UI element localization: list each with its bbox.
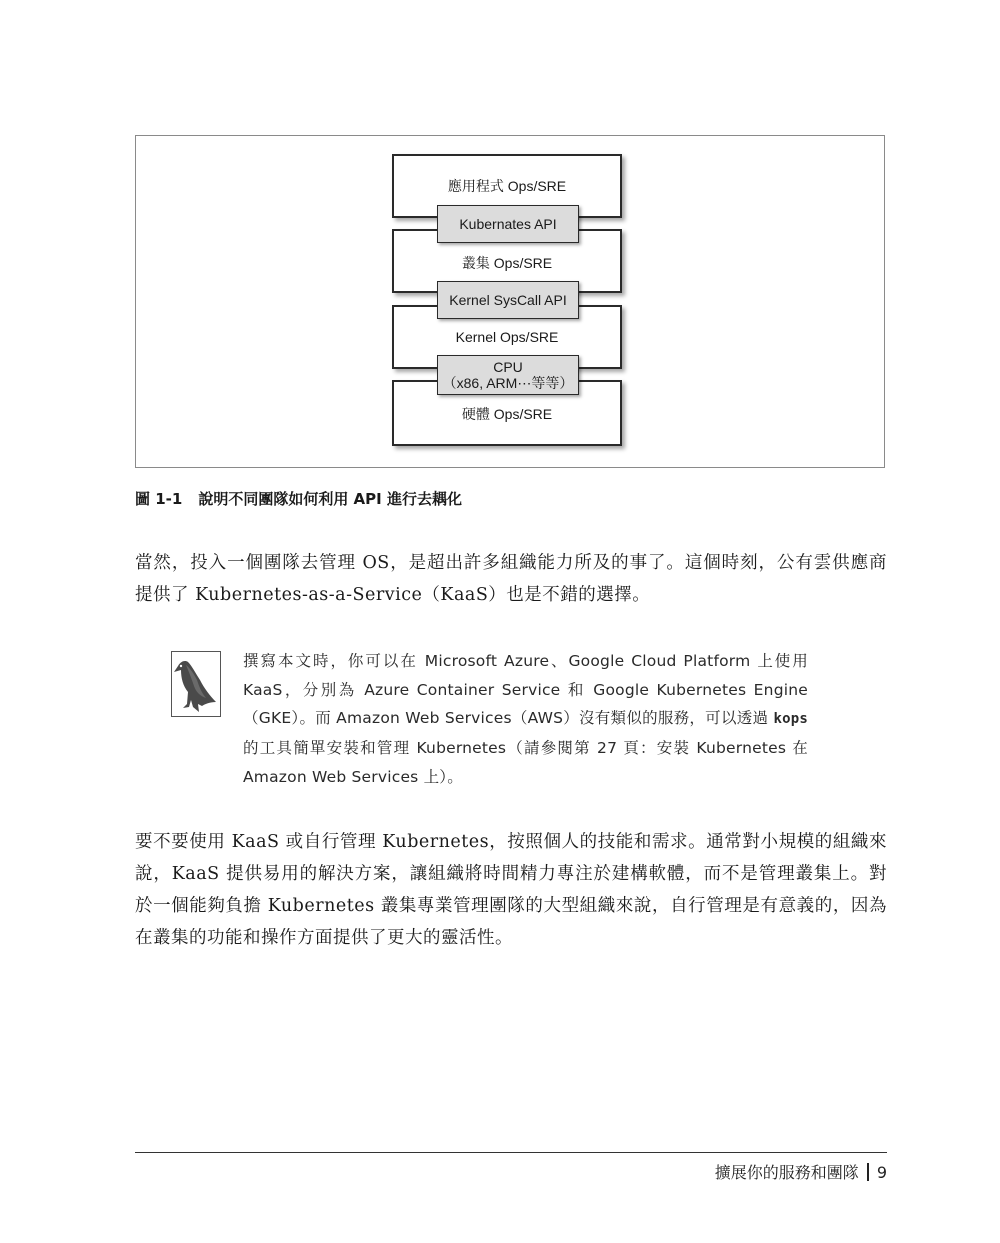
crow-icon (172, 652, 219, 715)
crow-note-icon (171, 651, 221, 717)
footer-separator (867, 1163, 869, 1181)
api-label: CPU (493, 359, 523, 375)
body-paragraph-1: 當然，投入一個團隊去管理 OS，是超出許多組織能力所及的事了。這個時刻，公有雲供應商提供了 Kubernetes-as-a-Service（KaaS）也是不錯的選擇。 (135, 553, 887, 605)
footer-rule (135, 1152, 887, 1153)
api-box-kubernetes (437, 205, 579, 243)
layer-label: 應用程式 Ops/SRE (447, 178, 567, 194)
figure-caption (135, 488, 462, 509)
note-text-after: 的工具簡單安裝和管理 Kubernetes（請參閱第 27 頁：安裝 Kubernetes 在 Amazon Web Services 上）。 (243, 739, 808, 786)
note-text (243, 647, 808, 792)
figure-caption-text: 說明不同團隊如何利用 API 進行去耦化 (198, 490, 462, 508)
layer-label: 硬體 Ops/SRE (461, 406, 553, 422)
layer-label: Kernel Ops/SRE (455, 329, 559, 345)
api-box-syscall (437, 281, 579, 319)
page-number: 9 (876, 1163, 887, 1182)
note-text-before: 撰寫本文時，你可以在 Microsoft Azure、Google Cloud Platform 上使用 KaaS，分別為 Azure Container Service 和 Google Kubernetes Engine（GKE）。而 Amazon Web Services（AWS）沒有類似的服務，可以透過 (243, 652, 808, 728)
api-label: Kubernates API (459, 216, 557, 232)
api-sublabel: （x86, ARM⋯等等） (442, 375, 574, 391)
api-label: Kernel SysCall API (449, 292, 567, 308)
layer-label: 叢集 Ops/SRE (461, 255, 553, 271)
page-footer (715, 1160, 887, 1183)
note-code-kops: kops (773, 711, 808, 728)
api-box-cpu (437, 355, 579, 395)
footer-chapter-title: 擴展你的服務和團隊 (714, 1163, 859, 1182)
body-paragraph-2: 要不要使用 KaaS 或自行管理 Kubernetes，按照個人的技能和需求。通常對小規模的組織來說，KaaS 提供易用的解決方案，讓組織將時間精力專注於建構軟體，而不是管理叢集上。對於一個能夠負擔 Kubernetes 叢集專業管理團隊的大型組織來說，自行管理是有意義的，因為在叢集的功能和操作方面提供了更大的靈活性。 (135, 832, 887, 948)
figure-number: 圖 1-1 (135, 490, 183, 508)
